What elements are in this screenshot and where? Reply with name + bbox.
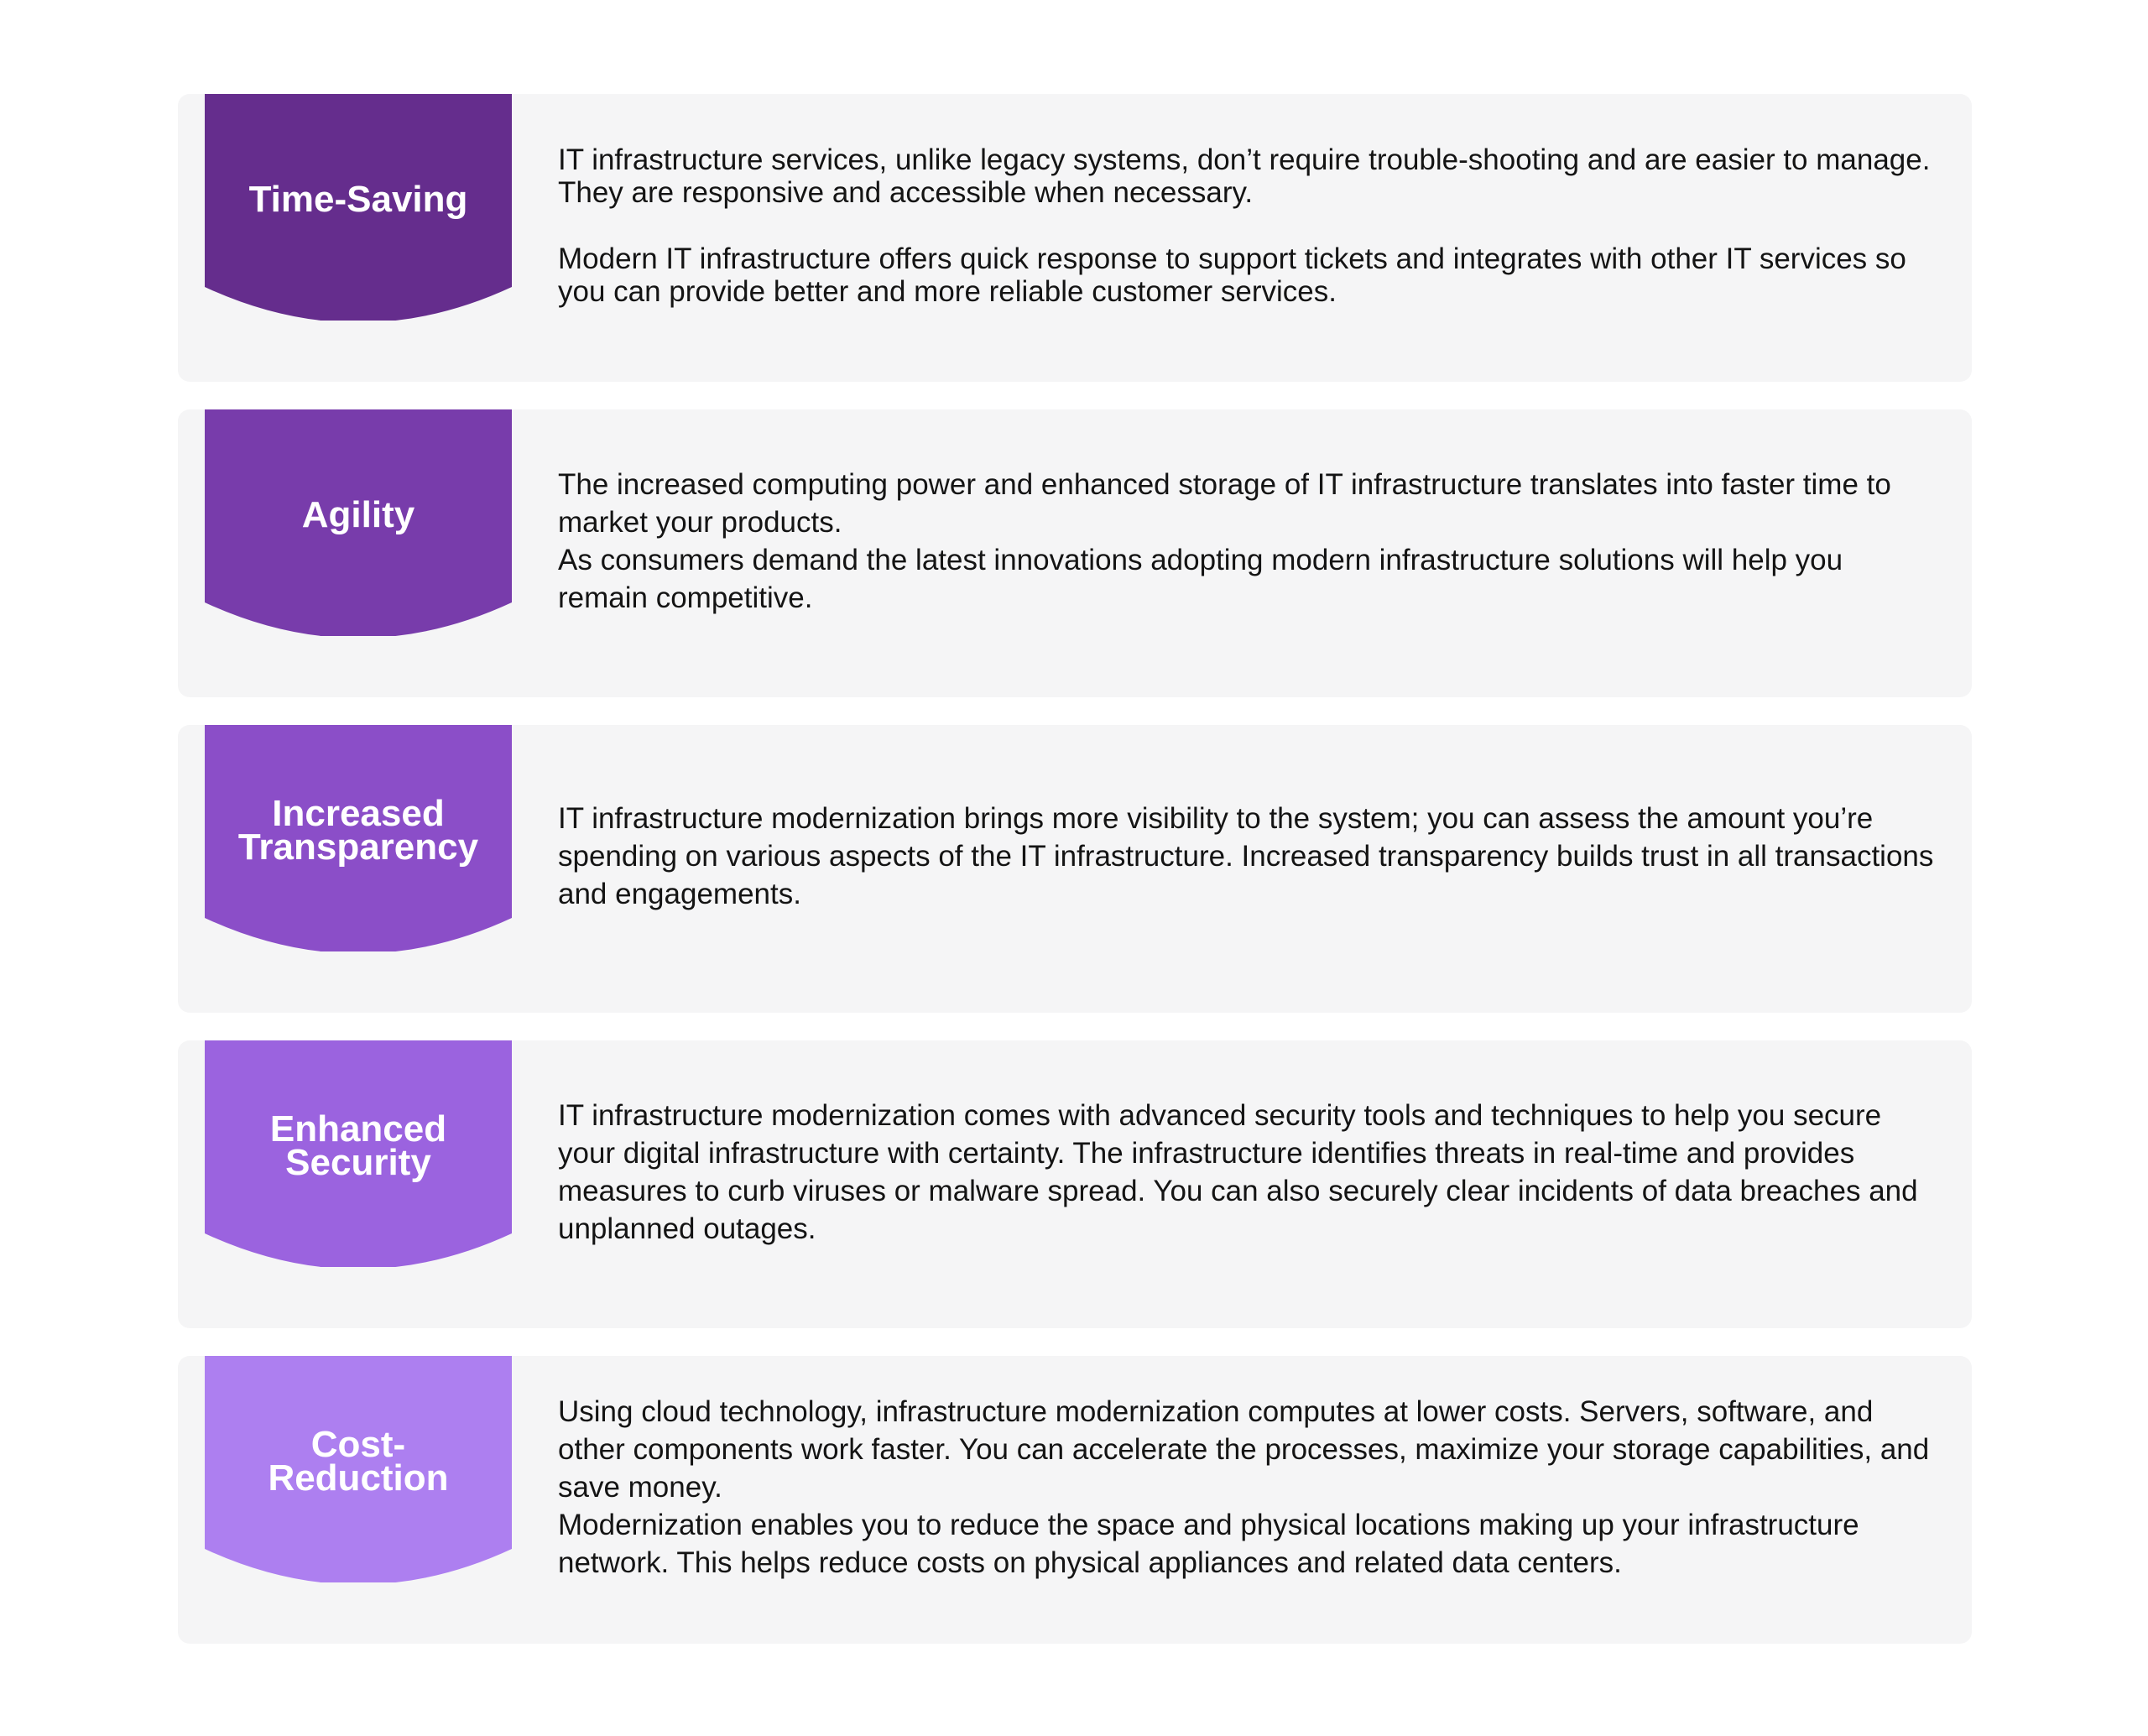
description-paragraph: Using cloud technology, infrastructure modernization computes at lower costs. Servers, software, and other components work faster. You can accelerate the processes, maximize your storage capabilities, and save money.: [558, 1395, 1930, 1504]
benefit-card-cost-reduction: [178, 1356, 1972, 1644]
benefit-card-enhanced-security: [178, 1040, 1972, 1328]
benefit-description: [558, 1356, 1934, 1644]
benefit-title: Agility: [301, 494, 415, 535]
benefit-badge: [205, 409, 512, 636]
benefit-badge: [205, 1040, 512, 1267]
benefit-badge: [205, 1356, 512, 1582]
benefit-description: [558, 725, 1934, 1013]
benefit-description: [558, 1040, 1934, 1328]
description-paragraph: IT infrastructure modernization comes with advanced security tools and techniques to help you secure your digital infrastructure with certainty. The infrastructure identifies threats in real-time and provides measures to curb viruses or malware spread. You can also securely clear incidents of data breaches and unplanned outages.: [558, 1098, 1918, 1245]
benefit-title: Time-Saving: [248, 179, 468, 220]
benefit-badge: [205, 94, 512, 321]
benefit-card-time-saving: [178, 94, 1972, 382]
description-paragraph: As consumers demand the latest innovations adopting modern infrastructure solutions will help you remain competitive.: [558, 543, 1843, 614]
description-paragraph: Modernization enables you to reduce the space and physical locations making up your infrastructure network. This helps reduce costs on physical appliances and related data centers.: [558, 1509, 1859, 1579]
description-paragraph: The increased computing power and enhanced storage of IT infrastructure translates into faster time to market your products.: [558, 467, 1891, 539]
benefit-card-agility: [178, 409, 1972, 697]
description-paragraph: Modern IT infrastructure offers quick response to support tickets and integrates with other IT services so you can provide better and more reliable customer services.: [558, 242, 1906, 308]
benefit-title: Enhanced Security: [269, 1108, 447, 1183]
description-paragraph: IT infrastructure modernization brings more visibility to the system; you can assess the amount you’re spending on various aspects of the IT infrastructure. Increased transparency builds trust in all transactions and engagements.: [558, 802, 1934, 910]
benefit-badge: [205, 725, 512, 951]
benefit-card-increased-transparency: [178, 725, 1972, 1013]
benefit-title: Increased Transparency: [237, 793, 479, 868]
benefit-title: Cost- Reduction: [268, 1424, 449, 1499]
benefit-description: [558, 409, 1934, 697]
benefit-description: [558, 94, 1934, 382]
description-paragraph: IT infrastructure services, unlike legacy systems, don’t require trouble-shooting and are easier to manage. They are responsive and accessible when necessary.: [558, 143, 1931, 209]
